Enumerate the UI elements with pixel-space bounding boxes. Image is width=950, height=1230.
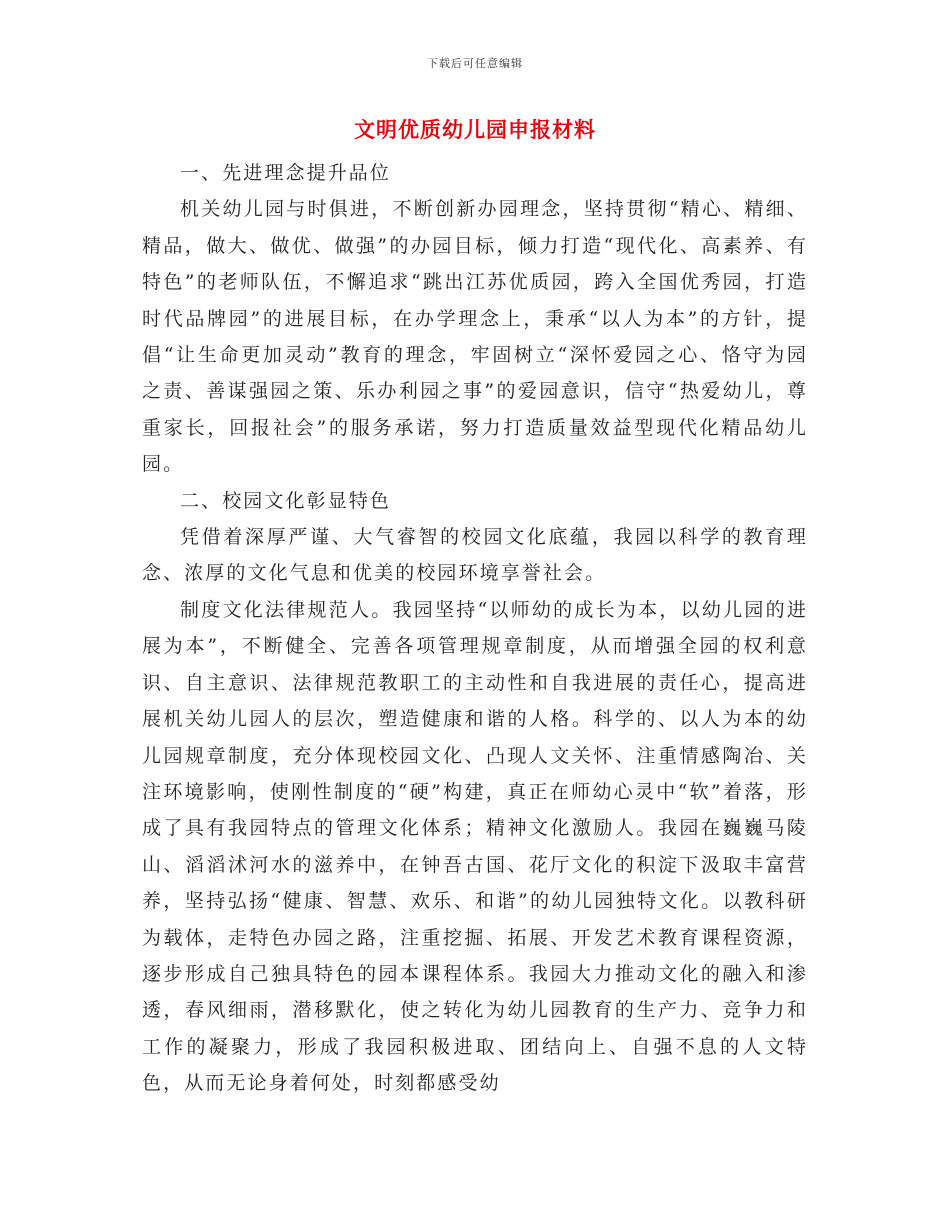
paragraph-1: 机关幼儿园与时俱进，不断创新办园理念，坚持贯彻“精心、精细、精品，做大、做优、做强”的办园目标，倾力打造“现代化、高素养、有特色”的老师队伍，不懈追求“跳出江苏优质园，跨入全国优秀园，打造时代品牌园”的进展目标，在办学理念上，秉承“以人为本”的方针，提倡“让生命更加灵动”教育的理念，牢固树立“深怀爱园之心、恪守为园之责、善谋强园之策、乐办利园之事”的爱园意识，信守“热爱幼儿，尊重家长，回报社会”的服务承诺，努力打造质量效益型现代化精品幼儿园。	[142, 198, 808, 476]
header-note: 下载后可任意编辑	[427, 57, 523, 70]
section-heading-2: 二、校园文化彰显特色	[180, 489, 392, 512]
paragraph-2: 凭借着深厚严谨、大气睿智的校园文化底蕴，我园以科学的教育理念、浓厚的文化气息和优美的校园环境享誉社会。	[142, 526, 808, 585]
section-heading-1: 一、先进理念提升品位	[180, 162, 392, 184]
paragraph-3: 制度文化法律规范人。我园坚持“以师幼的成长为本，以幼儿园的进展为本”，不断健全、完善各项管理规章制度，从而增强全园的权利意识、自主意识、法律规范教职工的主动性和自我进展的责任心，提高进展机关幼儿园人的层次，塑造健康和谐的人格。科学的、以人为本的幼儿园规章制度，充分体现校园文化、凸现人文关怀、注重情感陶冶、关注环境影响，使刚性制度的“硬”构建，真正在师幼心灵中“软”着落，形成了具有我园特点的管理文化体系；精神文化激励人。我园在巍巍马陵山、滔滔沭河水的滋养中，在钟吾古国、花厅文化的积淀下汲取丰富营养，坚持弘扬“健康、智慧、欢乐、和谐”的幼儿园独特文化。以教科研为载体，走特色办园之路，注重挖掘、拓展、开发艺术教育课程资源，逐步形成自己独具特色的园本课程体系。我园大力推动文化的融入和渗透，春风细雨，潜移默化，使之转化为幼儿园教育的生产力、竞争力和工作的凝聚力，形成了我园积极进取、团结向上、自强不息的人文特色，从而无论身着何处，时刻都感受幼	[142, 598, 808, 1095]
document-title: 文明优质幼儿园申报材料	[354, 117, 596, 142]
document-body	[142, 155, 808, 1102]
